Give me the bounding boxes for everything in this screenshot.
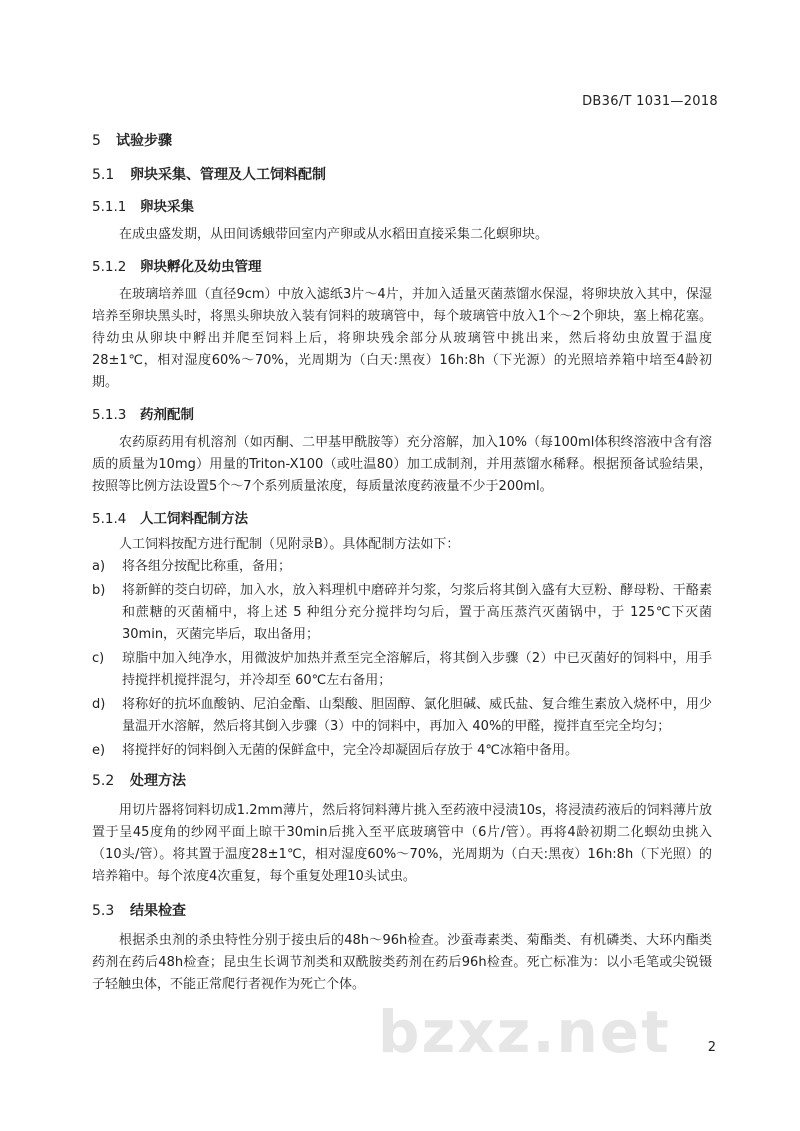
section-5-3-heading	[92, 894, 712, 928]
section-title: 卵块采集、管理及人工饲料配制	[130, 167, 326, 183]
section-5-heading	[92, 124, 712, 158]
list-item	[92, 694, 712, 738]
section-title: 药剂配制	[140, 407, 194, 423]
list-marker: d)	[92, 697, 106, 712]
list-marker: e)	[92, 743, 106, 758]
section-title: 处理方法	[130, 773, 186, 789]
section-title: 卵块采集	[140, 199, 194, 215]
section-number: 5.1.2	[92, 259, 127, 275]
document-body	[92, 124, 712, 1002]
section-5-1-heading	[92, 158, 712, 192]
list-item	[92, 556, 712, 578]
section-5-1-4-heading	[92, 504, 712, 534]
list-item	[92, 740, 712, 762]
section-number: 5.3	[92, 903, 115, 919]
section-5-1-1-heading	[92, 192, 712, 222]
section-title: 人工饲料配制方法	[140, 511, 248, 527]
section-5-1-4-intro: 人工饲料按配方进行配制（见附录B）。具体配制方法如下：	[119, 537, 460, 552]
watermark: bzxz.net	[378, 998, 671, 1066]
section-5-1-2-heading	[92, 252, 712, 282]
list-text: 琼脂中加入纯净水，用微波炉加热并煮至完全溶解后，将其倒入步骤（2）中已灭菌好的饲料中，用手持搅拌机搅拌混匀，并冷却至 60℃左右备用；	[122, 651, 712, 688]
section-5-2-text: 用切片器将饲料切成1.2mm薄片，然后将饲料薄片挑入至药液中浸渍10s，将浸渍药液后的饲料薄片放置于呈45度角的纱网平面上晾干30min后挑入至平底玻璃管中（6片/管）。再将4龄初期二化螟幼虫挑入（10头/管）。将其置于温度28±1℃，相对湿度60%～70%，光周期为（白天:黑夜）16h:8h（下光照）的培养箱中。每个浓度4次重复，每个重复处理10头试虫。	[92, 803, 712, 884]
section-number: 5.2	[92, 773, 115, 789]
section-5-1-2-text: 在玻璃培养皿（直径9cm）中放入滤纸3片～4片，并加入适量灭菌蒸馏水保湿，将卵块放入其中，保湿培养至卵块黑头时，将黑头卵块放入装有饲料的玻璃管中，每个玻璃管中放入1个～2个卵块，塞上棉花塞。待幼虫从卵块中孵出并爬至饲料上后，将卵块残余部分从玻璃管中挑出来，然后将幼虫放置于温度28±1℃，相对湿度60%～70%，光周期为（白天:黑夜）16h:8h（下光源）的光照培养箱中培至4龄初期。	[92, 287, 712, 390]
list-text: 将各组分按配比称重，备用；	[122, 559, 292, 574]
section-number: 5.1.3	[92, 407, 127, 423]
list-marker: a)	[92, 559, 106, 574]
list-marker: c)	[92, 651, 105, 666]
section-5-1-3-heading	[92, 400, 712, 430]
section-title: 卵块孵化及幼虫管理	[140, 259, 262, 275]
list-item	[92, 648, 712, 692]
section-5-1-1-text: 在成虫盛发期，从田间诱蛾带回室内产卵或从水稻田直接采集二化螟卵块。	[119, 227, 549, 242]
list-item	[92, 580, 712, 646]
section-title: 试验步骤	[116, 133, 172, 149]
section-5-3-text: 根据杀虫剂的杀虫特性分别于接虫后的48h～96h检查。沙蚕毒素类、菊酯类、有机磷类、大环内酯类药剂在药后48h检查；昆虫生长调节剂类和双酰胺类药剂在药后96h检查。死亡标准为：以小毛笔或尖锐镊子轻触虫体，不能正常爬行者视作为死亡个体。	[92, 933, 712, 992]
page-number: 2	[707, 1040, 716, 1055]
section-number: 5.1	[92, 167, 115, 183]
section-5-1-3-text: 农药原药用有机溶剂（如丙酮、二甲基甲酰胺等）充分溶解，加入10%（每100ml体积终溶液中含有溶质的质量为10mg）用量的Triton-X100（或吐温80）加工成制剂，并用蒸馏水稀释。根据预备试验结果，按照等比例方法设置5个～7个系列质量浓度，每质量浓度药液量不少于200ml。	[92, 435, 712, 494]
section-title: 结果检查	[130, 903, 186, 919]
section-number: 5	[92, 133, 101, 149]
list-text: 将称好的抗坏血酸钠、尼泊金酯、山梨酸、胆固醇、氯化胆碱、威氏盐、复合维生素放入烧杯中，用少量温开水溶解，然后将其倒入步骤（3）中的饲料中，再加入 40%的甲醛，搅拌直至完全均匀；	[122, 697, 712, 734]
list-text: 将搅拌好的饲料倒入无菌的保鲜盒中，完全冷却凝固后存放于 4℃冰箱中备用。	[122, 743, 579, 758]
section-number: 5.1.1	[92, 199, 127, 215]
standard-code: DB36/T 1031—2018	[582, 94, 718, 109]
section-number: 5.1.4	[92, 511, 127, 527]
list-text: 将新鲜的茭白切碎，加入水，放入料理机中磨碎并匀浆，匀浆后将其倒入盛有大豆粉、酵母粉、干酪素和蔗糖的灭菌桶中，将上述 5 种组分充分搅拌均匀后，置于高压蒸汽灭菌锅中，于 125℃下灭菌 30min，灭菌完毕后，取出备用；	[122, 583, 712, 642]
list-marker: b)	[92, 583, 106, 598]
section-5-2-heading	[92, 764, 712, 798]
